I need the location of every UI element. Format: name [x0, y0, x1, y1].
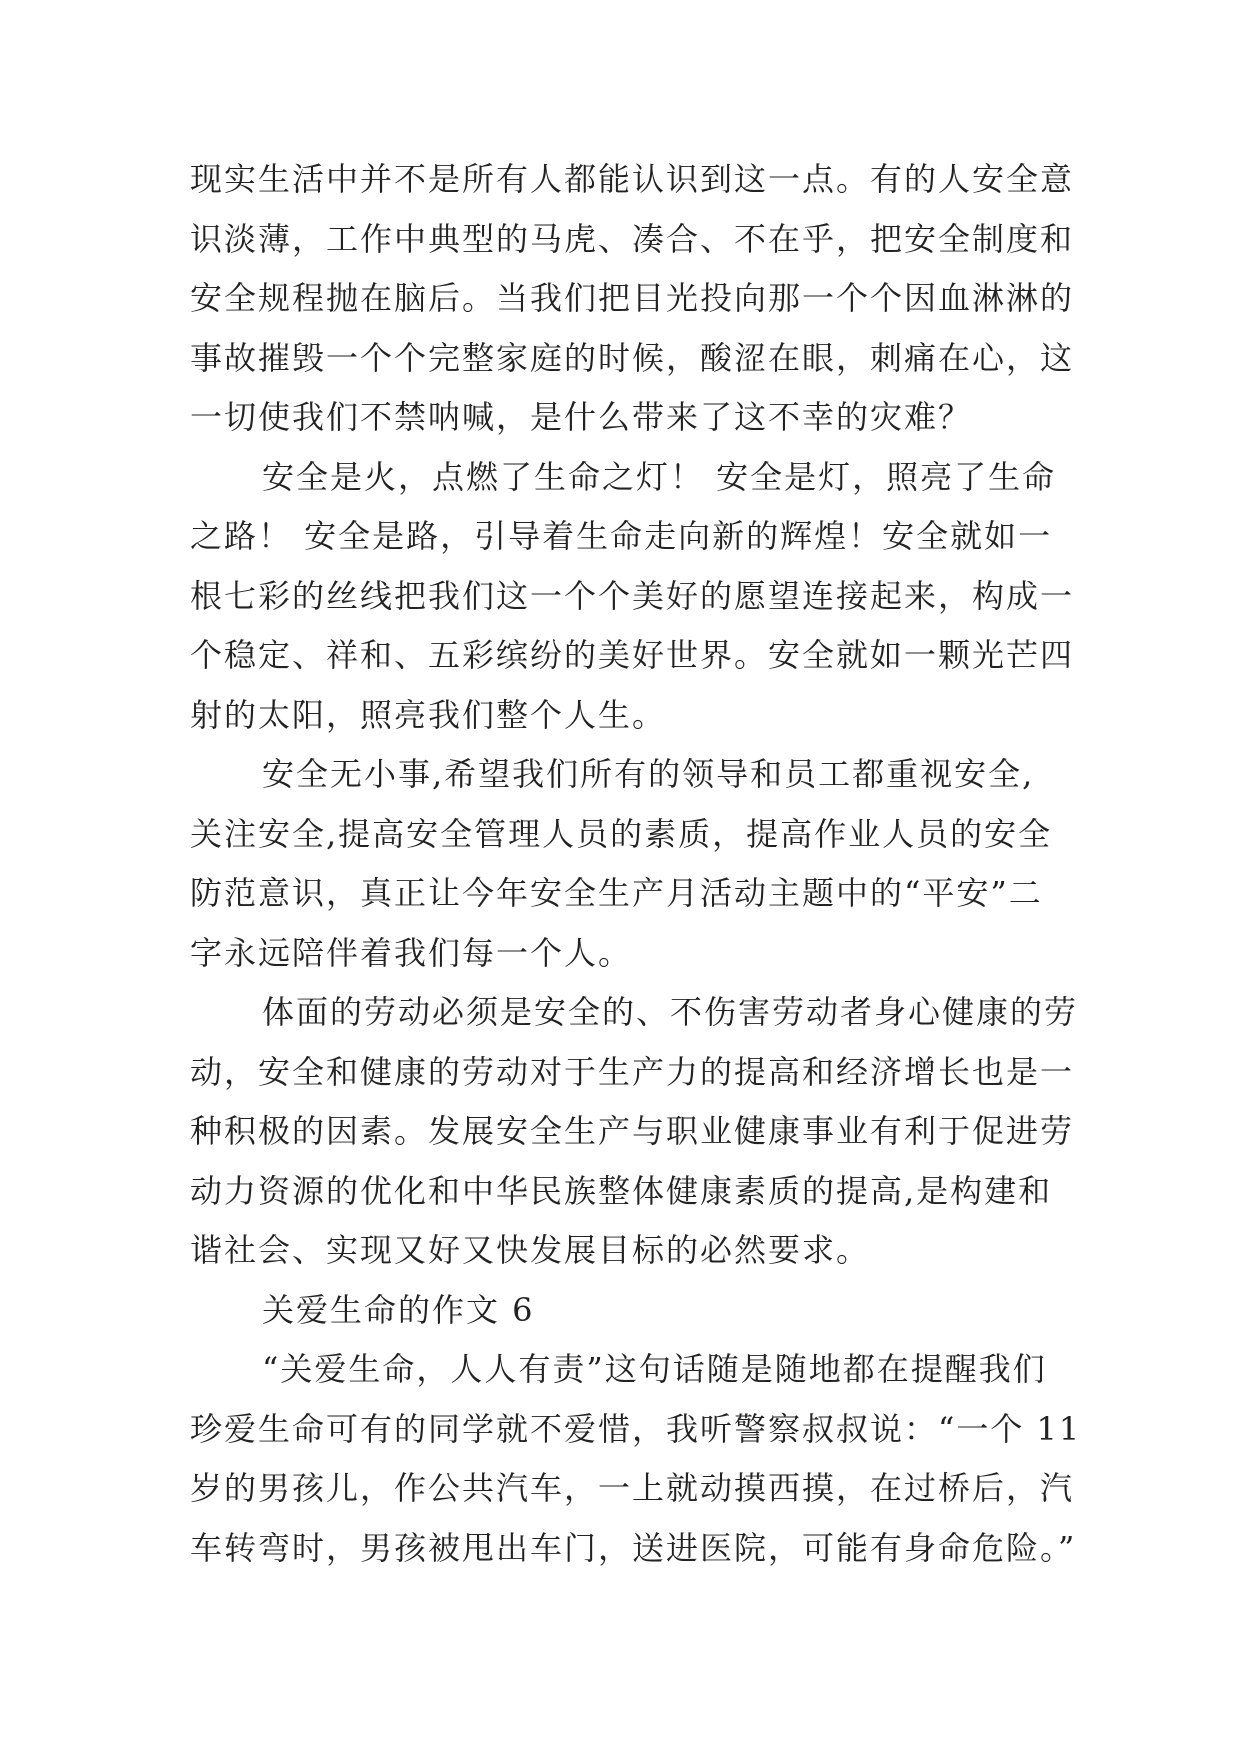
text-line: 根七彩的丝线把我们这一个个美好的愿望连接起来，构成一	[190, 576, 1075, 615]
paragraph-first-line: 安全是火，点燃了生命之灯！ 安全是灯，照亮了生命	[262, 457, 1057, 496]
text-line: 安全规程抛在脑后。当我们把目光投向那一个个因血淋淋的	[190, 279, 1075, 317]
text-line: 防范意识，真正让今年安全生产月活动主题中的“平安”二	[190, 874, 1043, 912]
paragraph-first-line: 关爱生命的作文 6	[262, 1290, 535, 1329]
text-line: 关注安全,提高安全管理人员的素质，提高作业人员的安全	[190, 814, 1053, 853]
paragraph-first-line: “关爱生命，人人有责”这句话随是随地都在提醒我们	[262, 1350, 1047, 1388]
document-body	[190, 150, 1082, 1578]
text-line: 一切使我们不禁呐喊，是什么带来了这不幸的灾难？	[190, 398, 973, 436]
text-line: 字永远陪伴着我们每一个人。	[190, 933, 633, 972]
paragraph-first-line: 体面的劳动必须是安全的、不伤害劳动者身心健康的劳	[262, 993, 1079, 1031]
text-line: 个稳定、祥和、五彩缤纷的美好世界。安全就如一颗光芒四	[190, 636, 1075, 674]
text-line: 珍爱生命可有的同学就不爱惜，我听警察叔叔说：“一个 11	[190, 1409, 1082, 1448]
text-line: 之路！ 安全是路，引导着生命走向新的辉煌！安全就如一	[190, 517, 1053, 555]
text-line: 识淡薄，工作中典型的马虎、凑合、不在乎，把安全制度和	[190, 219, 1075, 258]
text-line: 事故摧毁一个个完整家庭的时候，酸涩在眼，刺痛在心，这	[190, 338, 1075, 377]
text-line: 岁的男孩儿，作公共汽车，一上就动摸西摸，在过桥后，汽	[190, 1469, 1075, 1507]
text-line: 射的太阳，照亮我们整个人生。	[190, 695, 667, 734]
paragraph-first-line: 安全无小事,希望我们所有的领导和员工都重视安全,	[262, 755, 1035, 793]
text-line: 现实生活中并不是所有人都能认识到这一点。有的人安全意	[190, 160, 1075, 198]
text-line: 种积极的因素。发展安全生产与职业健康事业有利于促进劳	[190, 1112, 1075, 1150]
text-line: 谐社会、实现又好又快发展目标的必然要求。	[190, 1231, 871, 1269]
text-line: 动力资源的优化和中华民族整体健康素质的提高,是构建和	[190, 1171, 1053, 1210]
text-line: 车转弯时，男孩被甩出车门，送进医院，可能有身命危险。”	[190, 1528, 1077, 1567]
text-line: 动，安全和健康的劳动对于生产力的提高和经济增长也是一	[190, 1052, 1075, 1091]
